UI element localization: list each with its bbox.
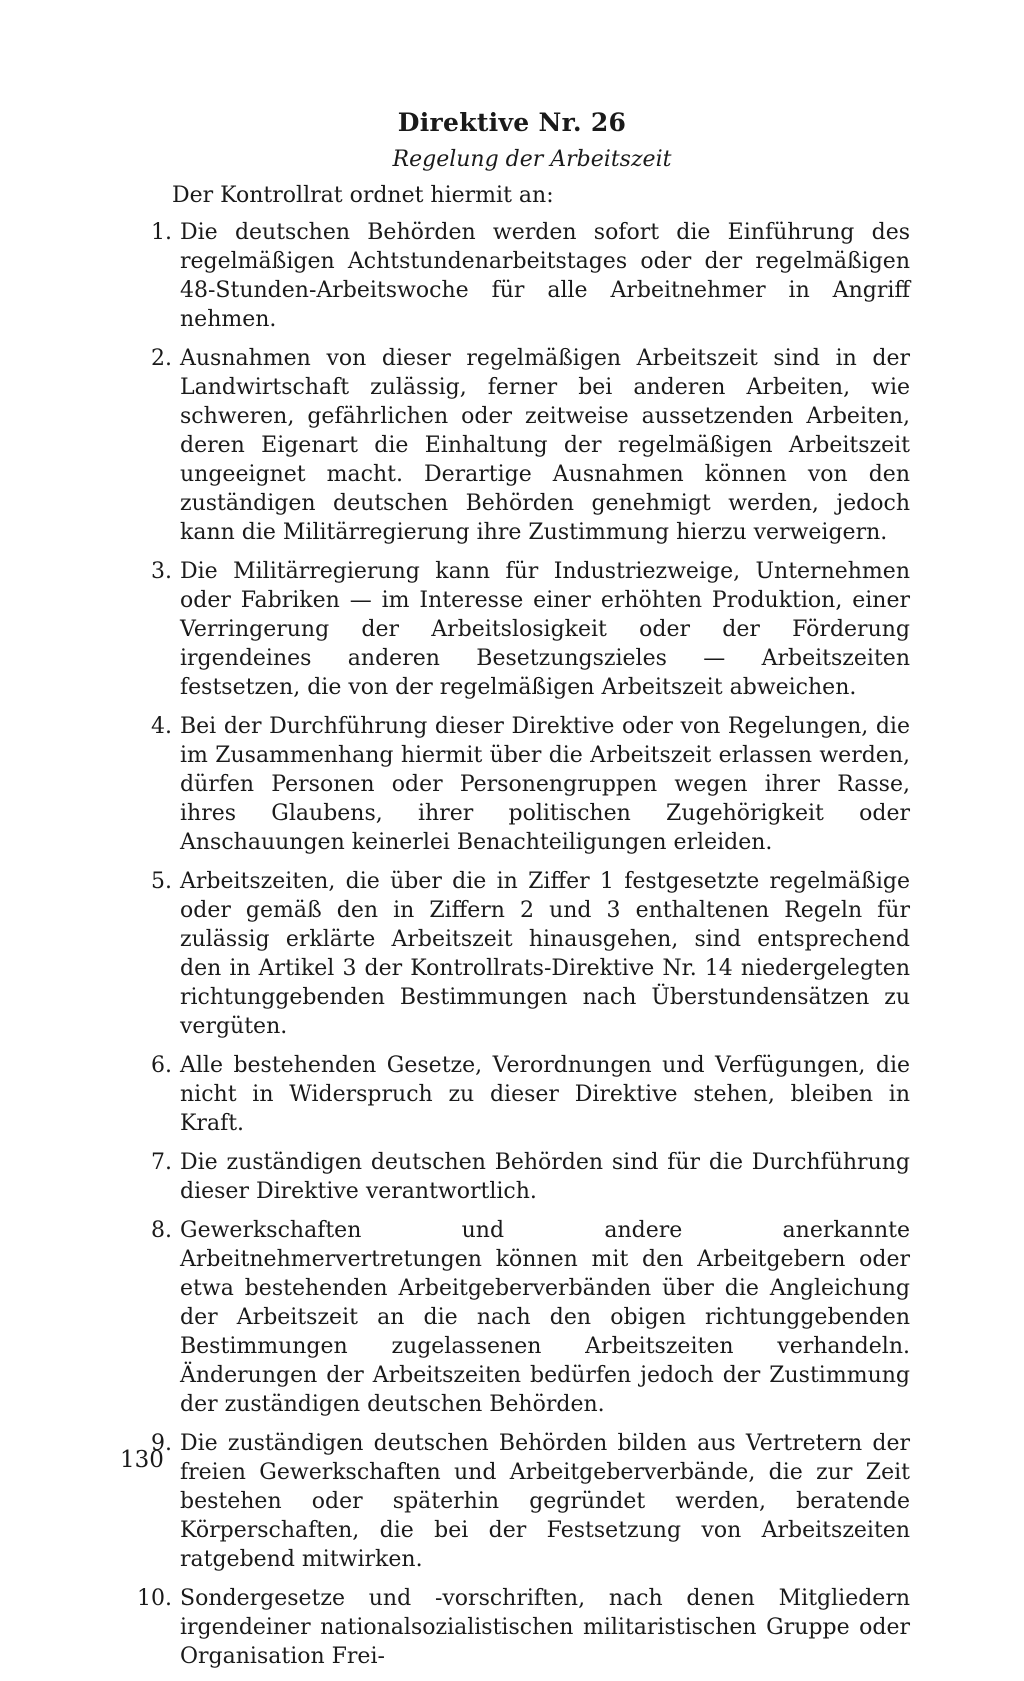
list-item bbox=[130, 867, 910, 1041]
item-text: Ausnahmen von dieser regelmäßigen Arbeitszeit sind in der Landwirtschaft zulässig, ferner bei anderen Arbeiten, wie schweren, gefährlichen oder zeitweise aussetzenden Arbeiten, deren Eigenart die Einhaltung der regelmäßigen Arbeitszeit ungeeignet macht. Derartige Ausnahmen können von den zuständigen deutschen Behörden genehmigt werden, jedoch kann die Militärregierung ihre Zustimmung hierzu verweigern. bbox=[180, 346, 910, 545]
directive-list bbox=[130, 218, 910, 1681]
item-text: Gewerkschaften und andere anerkannte Arbeitnehmervertretungen können mit den Arbeitgebern oder etwa bestehenden Arbeitgeberverbänden über die Angleichung der Arbeitszeit an die nach den obigen richtunggebenden Bestimmungen zugelassenen Arbeitszeiten verhandeln. Änderungen der Arbeitszeiten bedürfen jedoch der Zustimmung der zuständigen deutschen Behörden. bbox=[180, 1218, 910, 1417]
list-item bbox=[130, 1216, 910, 1419]
list-item bbox=[130, 1148, 910, 1206]
page-number: 130 bbox=[120, 1447, 164, 1473]
list-item bbox=[130, 1584, 910, 1671]
item-text: Alle bestehenden Gesetze, Verordnungen und Verfügungen, die nicht in Widerspruch zu dieser Direktive stehen, bleiben in Kraft. bbox=[180, 1053, 910, 1136]
list-item bbox=[130, 218, 910, 334]
item-text: Sondergesetze und -vorschriften, nach denen Mitgliedern irgendeiner nationalsozialistischen militaristischen Gruppe oder Organisation Frei- bbox=[180, 1586, 910, 1669]
item-text: Die zuständigen deutschen Behörden bilden aus Vertretern der freien Gewerkschaften und Arbeitgeberverbände, die zur Zeit bestehen oder späterhin gegründet werden, beratende Körperschaften, die bei der Festsetzung von Arbeitszeiten ratgebend mitwirken. bbox=[180, 1431, 910, 1572]
item-text: Die deutschen Behörden werden sofort die Einführung des regelmäßigen Achtstundenarbeitstages oder der regelmäßigen 48-Stunden-Arbeitswoche für alle Arbeitnehmer in Angriff nehmen. bbox=[180, 220, 910, 332]
item-text: Die Militärregierung kann für Industriezweige, Unternehmen oder Fabriken — im Interesse einer erhöhten Produktion, einer Verringerung der Arbeitslosigkeit oder der Förderung irgendeines anderen Besetzungszieles — Arbeitszeiten festsetzen, die von der regelmäßigen Arbeitszeit abweichen. bbox=[180, 559, 910, 700]
list-item bbox=[130, 1429, 910, 1574]
item-number: 7. bbox=[151, 1150, 172, 1175]
item-number: 2. bbox=[151, 346, 172, 371]
list-item bbox=[130, 1051, 910, 1138]
item-number: 10. bbox=[137, 1586, 172, 1611]
page-title: Direktive Nr. 26 bbox=[397, 108, 627, 137]
page-subtitle: Regelung der Arbeitszeit bbox=[392, 147, 672, 172]
item-number: 9. bbox=[151, 1431, 172, 1456]
list-item bbox=[130, 557, 910, 702]
list-item bbox=[130, 712, 910, 857]
item-text: Die zuständigen deutschen Behörden sind für die Durchführung dieser Direktive verantwortlich. bbox=[180, 1150, 910, 1204]
intro-text: Der Kontrollrat ordnet hiermit an: bbox=[172, 183, 554, 208]
item-number: 6. bbox=[151, 1053, 172, 1078]
item-number: 1. bbox=[151, 220, 172, 245]
item-text: Arbeitszeiten, die über die in Ziffer 1 festgesetzte regelmäßige oder gemäß den in Ziffern 2 und 3 enthaltenen Regeln für zulässig erklärte Arbeitszeit hinausgehen, sind entsprechend den in Artikel 3 der Kontrollrats-Direktive Nr. 14 niedergelegten richtunggebenden Bestimmungen nach Überstundensätzen zu vergüten. bbox=[180, 869, 910, 1039]
item-text: Bei der Durchführung dieser Direktive oder von Regelungen, die im Zusammenhang hiermit über die Arbeitszeit erlassen werden, dürfen Personen oder Personengruppen wegen ihrer Rasse, ihres Glaubens, ihrer politischen Zugehörigkeit oder Anschauungen keinerlei Benachteiligungen erleiden. bbox=[180, 714, 910, 855]
item-number: 4. bbox=[151, 714, 172, 739]
item-number: 8. bbox=[151, 1218, 172, 1243]
list-item bbox=[130, 344, 910, 547]
item-number: 5. bbox=[151, 869, 172, 894]
item-number: 3. bbox=[151, 559, 172, 584]
